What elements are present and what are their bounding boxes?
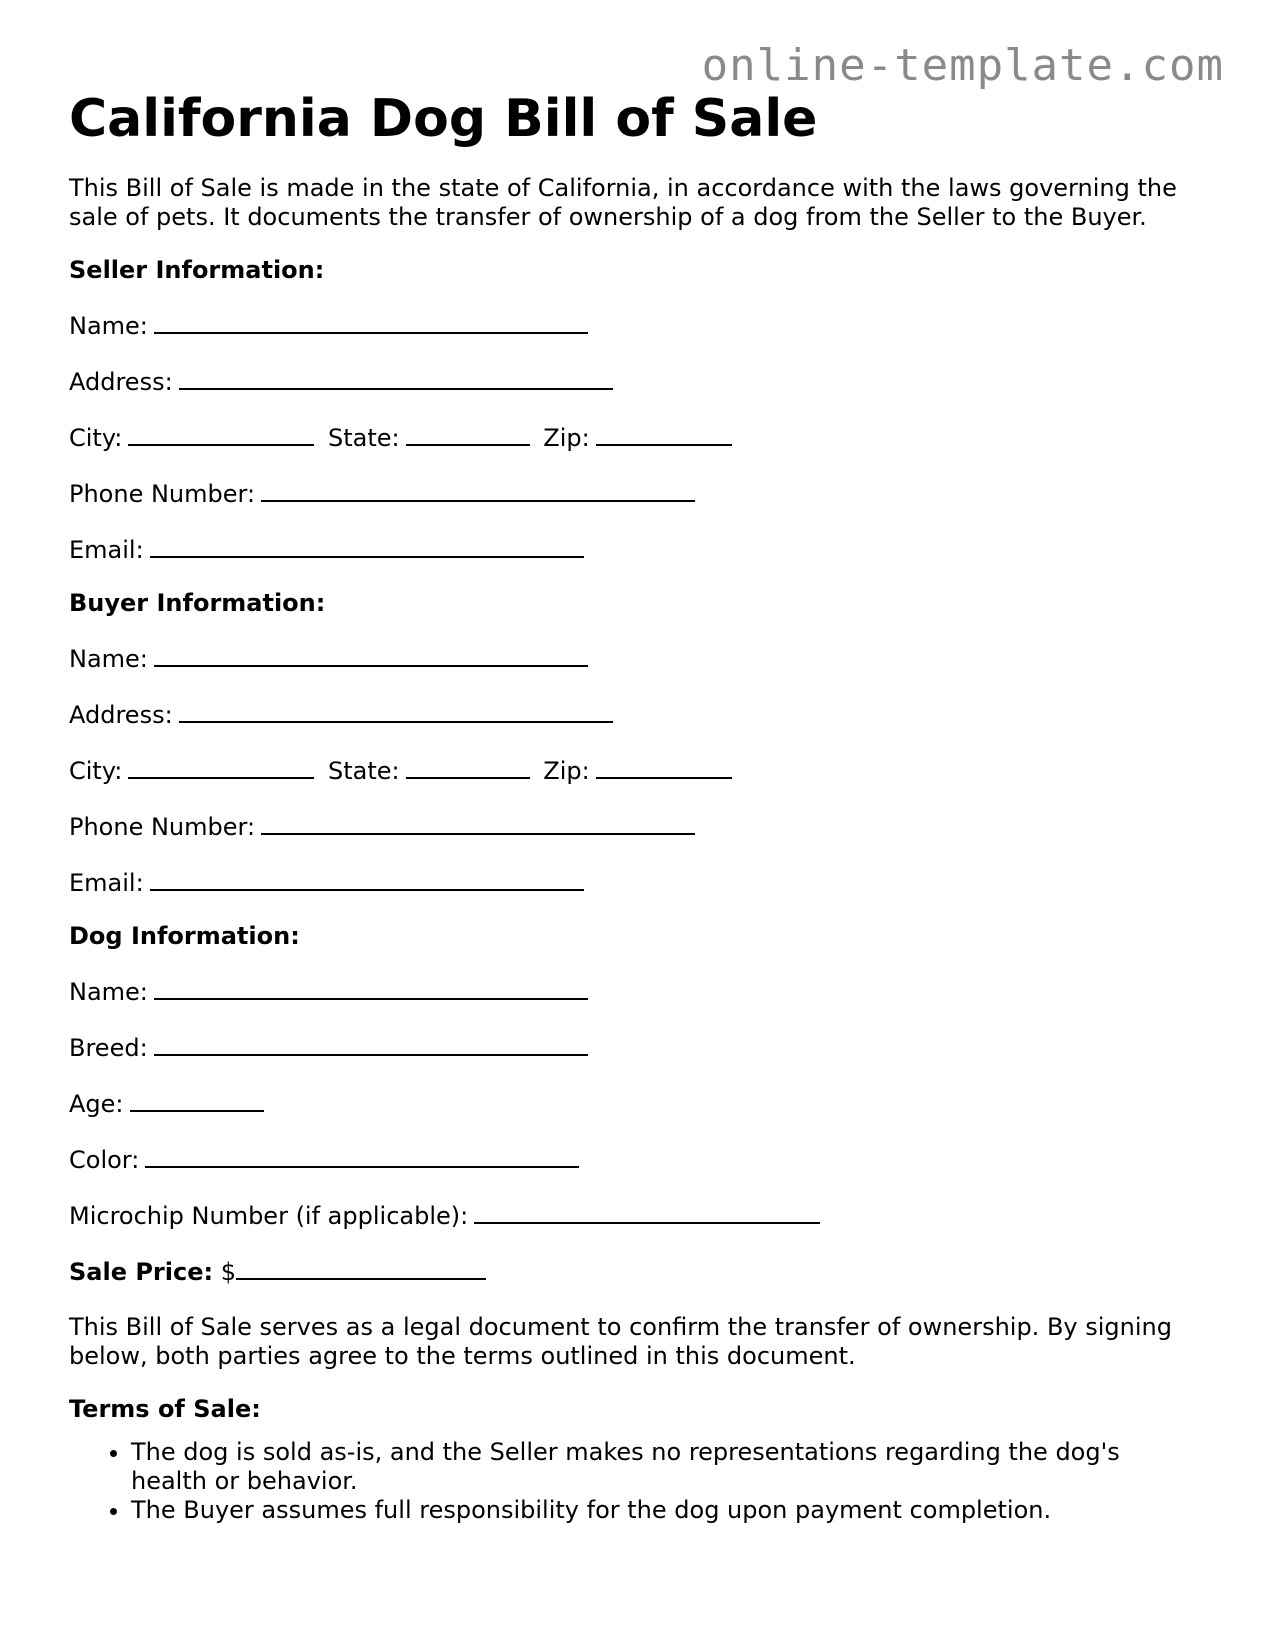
seller-phone-field[interactable]: [261, 478, 695, 502]
dog-name-label: Name:: [69, 978, 148, 1006]
terms-section-heading: Terms of Sale:: [69, 1395, 261, 1423]
dog-age-row: [69, 1088, 1179, 1119]
dog-color-label: Color:: [69, 1146, 140, 1174]
dog-microchip-label: Microchip Number (if applicable):: [69, 1202, 469, 1230]
list-item: • The dog is sold as-is, and the Seller makes no representations regarding the dog's health or behavior.: [131, 1438, 1179, 1496]
seller-zip-label: Zip:: [543, 424, 590, 452]
dog-name-field[interactable]: [154, 976, 588, 1000]
seller-section-heading: Seller Information:: [69, 256, 325, 284]
buyer-address-row: [69, 699, 1179, 730]
seller-zip-field[interactable]: [596, 422, 732, 446]
dog-color-row: [69, 1144, 1179, 1175]
buyer-city-label: City:: [69, 757, 123, 785]
legal-paragraph: This Bill of Sale serves as a legal document to confirm the transfer of ownership. By signing below, both parties agree to the terms outlined in this document.: [69, 1313, 1172, 1370]
dog-section-heading: Dog Information:: [69, 922, 300, 950]
terms-list: [69, 1438, 1179, 1525]
seller-city-field[interactable]: [128, 422, 314, 446]
dog-age-label: Age:: [69, 1090, 124, 1118]
seller-name-field[interactable]: [154, 310, 588, 334]
dog-microchip-field[interactable]: [474, 1200, 820, 1224]
buyer-section-heading: Buyer Information:: [69, 589, 326, 617]
dog-color-field[interactable]: [145, 1144, 579, 1168]
page-title: California Dog Bill of Sale: [69, 89, 818, 149]
dog-breed-row: [69, 1032, 1179, 1063]
buyer-phone-row: [69, 811, 1179, 842]
seller-state-label: State:: [328, 424, 400, 452]
watermark: online-template.com: [701, 40, 1224, 91]
buyer-email-field[interactable]: [150, 867, 584, 891]
buyer-phone-label: Phone Number:: [69, 813, 256, 841]
buyer-city-field[interactable]: [128, 755, 314, 779]
seller-city-state-zip-row: [69, 422, 1179, 453]
sale-price-row: [69, 1256, 1179, 1287]
sale-price-field[interactable]: [236, 1256, 486, 1280]
buyer-address-field[interactable]: [179, 699, 613, 723]
seller-name-label: Name:: [69, 312, 148, 340]
buyer-zip-label: Zip:: [543, 757, 590, 785]
seller-phone-row: [69, 478, 1179, 509]
buyer-state-label: State:: [328, 757, 400, 785]
dog-name-row: [69, 976, 1179, 1007]
currency-symbol: $: [220, 1258, 237, 1286]
buyer-city-state-zip-row: [69, 755, 1179, 786]
seller-email-row: [69, 534, 1179, 565]
dog-age-field[interactable]: [130, 1088, 264, 1112]
seller-state-field[interactable]: [406, 422, 530, 446]
seller-email-field[interactable]: [150, 534, 584, 558]
document-page: [69, 86, 1179, 1525]
buyer-address-label: Address:: [69, 701, 173, 729]
buyer-phone-field[interactable]: [261, 811, 695, 835]
seller-address-label: Address:: [69, 368, 173, 396]
seller-email-label: Email:: [69, 536, 144, 564]
buyer-name-label: Name:: [69, 645, 148, 673]
sale-price-label: Sale Price:: [69, 1258, 214, 1286]
buyer-state-field[interactable]: [406, 755, 530, 779]
buyer-email-row: [69, 867, 1179, 898]
buyer-zip-field[interactable]: [596, 755, 732, 779]
dog-breed-label: Breed:: [69, 1034, 148, 1062]
seller-address-row: [69, 366, 1179, 397]
dog-microchip-row: [69, 1200, 1179, 1231]
seller-phone-label: Phone Number:: [69, 480, 256, 508]
buyer-name-field[interactable]: [154, 643, 588, 667]
seller-address-field[interactable]: [179, 366, 613, 390]
list-item: • The Buyer assumes full responsibility for the dog upon payment completion.: [131, 1496, 1179, 1525]
dog-breed-field[interactable]: [154, 1032, 588, 1056]
intro-paragraph: This Bill of Sale is made in the state of California, in accordance with the laws governing the sale of pets. It documents the transfer of ownership of a dog from the Seller to the Buyer.: [69, 174, 1177, 231]
buyer-name-row: [69, 643, 1179, 674]
buyer-email-label: Email:: [69, 869, 144, 897]
seller-name-row: [69, 310, 1179, 341]
seller-city-label: City:: [69, 424, 123, 452]
